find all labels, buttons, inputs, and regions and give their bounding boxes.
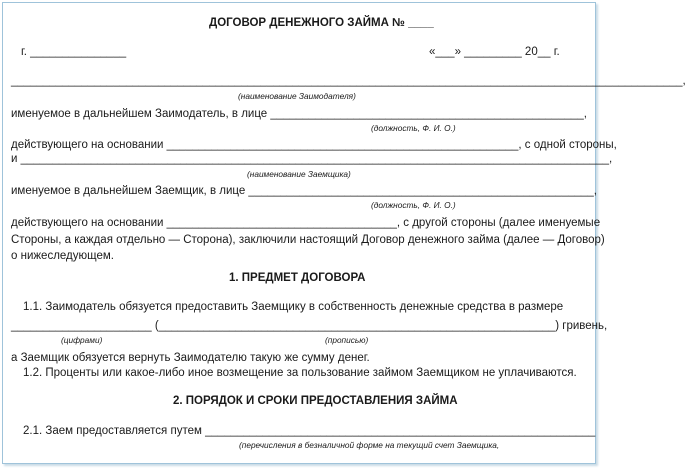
transfer-caption: (перечисления в безналичной форме на текущий счет Заемщика, bbox=[239, 440, 500, 450]
borrower-person-line: именуемое в дальнейшем Заемщик, в лице ______________________________________________________, bbox=[11, 185, 597, 197]
clause-1-2: 1.2. Проценты или какое-либо иное возмещение за пользование займом Заемщиком не уплачиваются. bbox=[23, 367, 577, 379]
lender-basis-line: действующего на основании _______________________________________________________, с одной стороны, bbox=[11, 139, 617, 151]
following-line: о нижеследующем. bbox=[11, 250, 114, 262]
borrower-name-caption: (наименование Заемщика) bbox=[247, 169, 351, 179]
clause-1-1-line-3: а Заемщик обязуется вернуть Заимодателю такую же сумму денег. bbox=[11, 352, 370, 364]
city-line: г. _______________ bbox=[21, 46, 127, 58]
section-2-title: 2. ПОРЯДОК И СРОКИ ПРЕДОСТАВЛЕНИЯ ЗАЙМА bbox=[173, 395, 458, 407]
lender-person-line: именуемое в дальнейшем Заимодатель, в лице _________________________________________________, bbox=[11, 108, 587, 120]
digits-caption: (цифрами) bbox=[61, 335, 103, 345]
clause-2-1: 2.1. Заем предоставляется путем _____________________________________________________________ bbox=[23, 425, 596, 437]
contract-document bbox=[2, 2, 686, 464]
clause-1-1-line-1: 1.1. Заимодатель обязуется предоставить Заемщику в собственность денежные средства в размере bbox=[23, 301, 564, 313]
borrower-basis-line: действующего на основании ____________________________________, с другой стороны (далее именуемые bbox=[11, 217, 601, 229]
clause-1-1-line-2: ______________________ (______________________________________________________________) гривень, bbox=[11, 320, 608, 332]
date-line: «___» _________ 20__ г. bbox=[429, 46, 560, 58]
borrower-position-caption: (должность, Ф. И. О.) bbox=[371, 200, 456, 210]
document-title: ДОГОВОР ДЕНЕЖНОГО ЗАЙМА № ____ bbox=[209, 17, 434, 29]
and-line: и ____________________________________________________________________________________________, bbox=[11, 153, 613, 165]
section-1-title: 1. ПРЕДМЕТ ДОГОВОРА bbox=[229, 272, 366, 284]
lender-name-caption: (наименование Заимодателя) bbox=[238, 91, 356, 101]
lender-name-line: _________________________________________________________________________________________________________, bbox=[11, 75, 686, 87]
lender-position-caption: (должность, Ф. И. О.) bbox=[371, 123, 456, 133]
words-caption: (прописью) bbox=[325, 335, 369, 345]
parties-line: Стороны, а каждая отдельно — Сторона), заключили настоящий Договор денежного займа (далее — Договор) bbox=[11, 234, 605, 246]
